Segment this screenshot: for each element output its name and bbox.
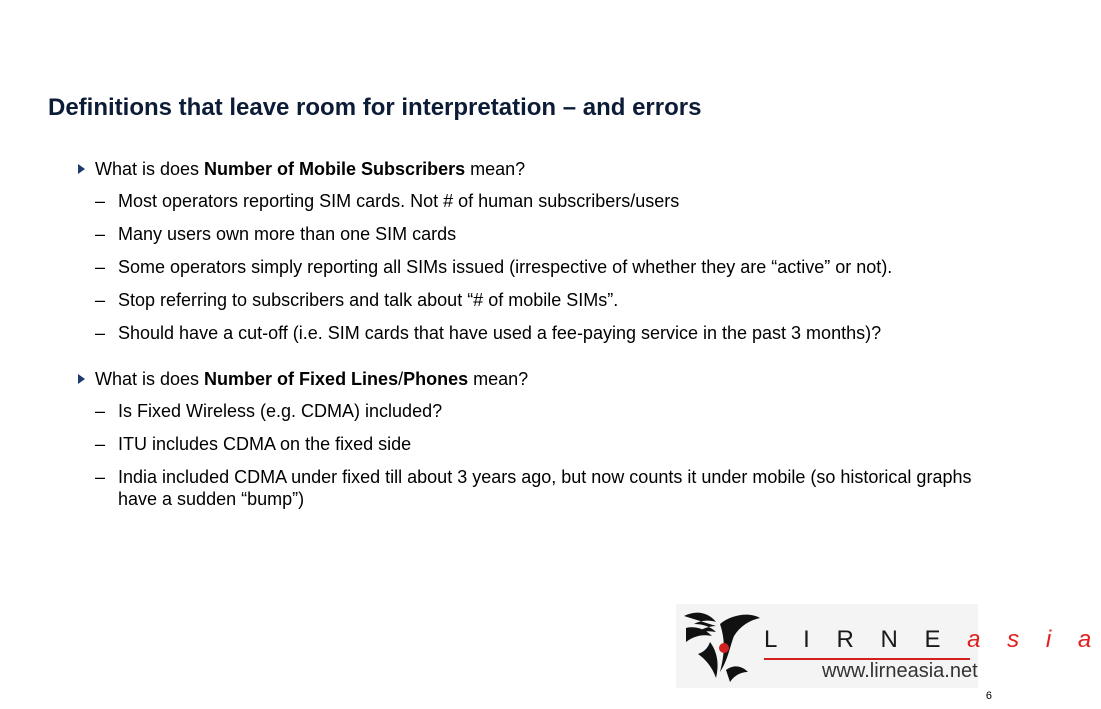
sub-item [89, 433, 996, 455]
bullet-mobile-subscribers [76, 158, 996, 180]
bullet-prefix: What is does [95, 159, 205, 179]
bullet-suffix: mean? [465, 159, 526, 179]
logo-brand-text [764, 626, 1101, 654]
triangle-bullet-icon [78, 164, 85, 174]
logo-url: www.lirneasia.net [822, 660, 978, 682]
sub-list-mobile [89, 190, 996, 344]
sub-item-text: India included CDMA under fixed till about 3 years ago, but now counts it under mobile (so historical graphs have a sudden “bump”) [118, 467, 972, 509]
bullet-suffix: mean? [468, 369, 529, 389]
dash-icon: – [95, 434, 106, 454]
dash-icon: – [95, 323, 106, 343]
sub-item [89, 190, 996, 212]
sub-item [89, 256, 996, 278]
bullet-bold-term-2: Phones [403, 369, 469, 389]
sub-item-text: Should have a cut-off (i.e. SIM cards that have used a fee-paying service in the past 3 months)? [118, 323, 882, 343]
sub-item-text: Many users own more than one SIM cards [118, 224, 457, 244]
page-number: 6 [985, 690, 992, 702]
bullet-slash: / [398, 369, 404, 389]
sub-item [89, 400, 996, 422]
sub-item [89, 223, 996, 245]
bullet-bold-term: Number of Fixed Lines [204, 369, 399, 389]
sub-item [89, 466, 996, 510]
sub-item-text: Most operators reporting SIM cards. Not # of human subscribers/users [118, 191, 680, 211]
bullet-fixed-lines [76, 368, 996, 390]
dash-icon: – [95, 290, 106, 310]
slide-title: Definitions that leave room for interpretation – and errors [48, 94, 702, 121]
dash-icon: – [95, 191, 106, 211]
sub-list-fixed [89, 400, 996, 510]
logo-brand-main: L I R N E [764, 626, 951, 653]
lirneasia-logo-icon [680, 606, 764, 686]
section-fixed-lines [76, 368, 996, 510]
bullet-bold-term: Number of Mobile Subscribers [204, 159, 466, 179]
sub-item-text: ITU includes CDMA on the fixed side [118, 434, 412, 454]
slide-content [76, 158, 996, 521]
sub-item-text: Some operators simply reporting all SIMs issued (irrespective of whether they are “active” or not). [118, 257, 893, 277]
sub-item-text: Stop referring to subscribers and talk about “# of mobile SIMs”. [118, 290, 619, 310]
sub-item-text: Is Fixed Wireless (e.g. CDMA) included? [118, 401, 443, 421]
dash-icon: – [95, 401, 106, 421]
section-mobile-subscribers [76, 158, 996, 344]
dash-icon: – [95, 257, 106, 277]
triangle-bullet-icon [78, 374, 85, 384]
dash-icon: – [95, 224, 106, 244]
lirneasia-logo [676, 604, 1101, 688]
dash-icon: – [95, 467, 106, 487]
sub-item [89, 289, 996, 311]
bullet-prefix: What is does [95, 369, 205, 389]
sub-item [89, 322, 996, 344]
logo-brand-accent: a s i a [967, 626, 1101, 653]
